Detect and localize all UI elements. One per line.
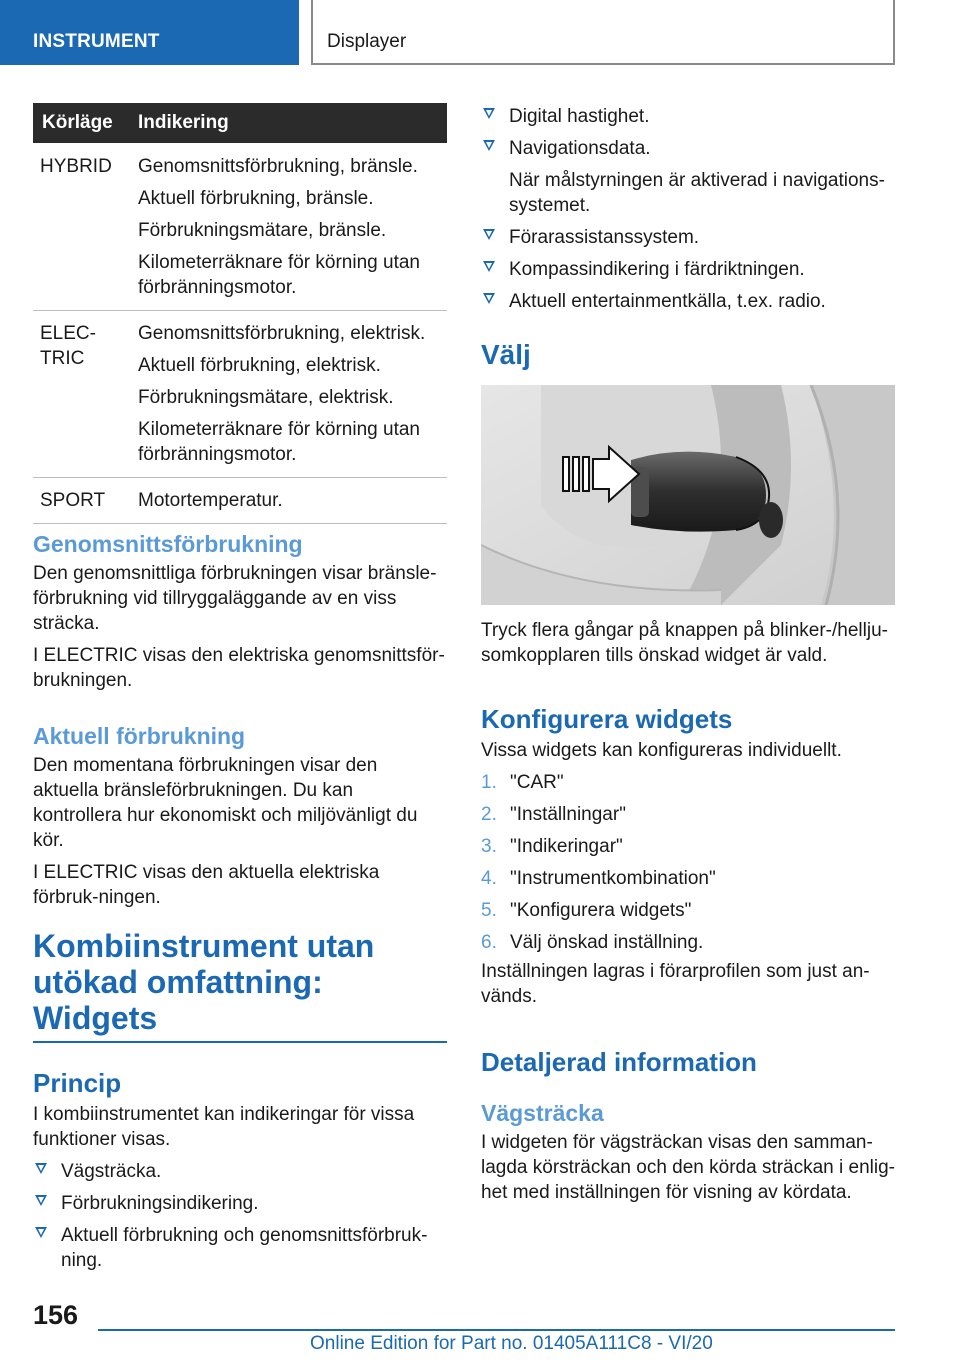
list-item [33, 1159, 447, 1184]
step-text: "Konfigurera widgets" [510, 900, 692, 921]
table-line: Kilometerräknare för körning utan förbränningsmotor. [138, 252, 420, 298]
triangle-bullet-icon [483, 140, 495, 151]
table-line: Motortemperatur. [138, 490, 283, 511]
table-line: Genomsnittsförbrukning, elektrisk. [138, 323, 426, 344]
step-number: 3. [481, 836, 497, 857]
mode-label: ELEC-TRIC [40, 323, 96, 369]
list-item [481, 898, 895, 923]
list-item-text: Aktuell entertainmentkälla, t.ex. radio. [509, 291, 826, 312]
mode-table [33, 103, 447, 524]
list-item [481, 834, 895, 859]
list-item-subtext: När målstyrningen är aktiverad i navigations-systemet. [509, 170, 885, 216]
list-item-text: Förarassistanssystem. [509, 227, 700, 248]
table-cell-mode: SPORT [40, 490, 106, 511]
table-cell-mode: HYBRID [40, 156, 112, 177]
footer-rule [98, 1329, 895, 1331]
paragraph: I kombiinstrumentet kan indikeringar för vissa funktioner visas. [33, 1104, 415, 1150]
paragraph: I ELECTRIC visas den elektriska genomsnittsför-brukningen. [33, 645, 445, 691]
heading-select: Välj [481, 339, 531, 370]
list-item [481, 104, 895, 129]
step-text: Välj önskad inställning. [510, 932, 704, 953]
steps-list [481, 770, 895, 955]
list-item [481, 866, 895, 891]
table-line: Aktuell förbrukning, bränsle. [138, 188, 374, 209]
table-line: Förbrukningsmätare, bränsle. [138, 220, 387, 241]
table-line: Kilometerräknare för körning utan förbränningsmotor. [138, 419, 420, 465]
heading-rule [33, 1041, 447, 1043]
principle-list [33, 1159, 447, 1273]
list-item-text: Vägsträcka. [61, 1161, 162, 1182]
chapter-tab [0, 0, 299, 65]
table-row [33, 311, 447, 478]
list-item [33, 1223, 447, 1273]
widget-bullets [481, 104, 895, 314]
table-cell-indication [130, 321, 447, 467]
table-cell-indication [130, 154, 447, 300]
table-line: Förbrukningsmätare, elektrisk. [138, 387, 394, 408]
chapter-title: INSTRUMENT [33, 31, 160, 52]
table-row [33, 143, 447, 311]
list-item [481, 257, 895, 282]
table-line: Genomsnittsförbrukning, bränsle. [138, 156, 418, 177]
stalk-button-illustration [481, 385, 895, 605]
table-line: Aktuell förbrukning, elektrisk. [138, 355, 381, 376]
list-item [481, 770, 895, 795]
heading-configure-widgets: Konfigurera widgets [481, 704, 733, 734]
step-number: 4. [481, 868, 497, 889]
turn-signal-stalk-image [481, 385, 895, 605]
triangle-bullet-icon [483, 261, 495, 272]
table-cell-indication [130, 488, 447, 513]
list-item [481, 289, 895, 314]
section-principle [33, 1068, 447, 1280]
section-title: Displayer [327, 31, 407, 52]
step-number: 1. [481, 772, 497, 793]
step-text: "Instrumentkombination" [510, 868, 716, 889]
section-configure-widgets [481, 704, 895, 1009]
triangle-bullet-icon [35, 1195, 47, 1206]
step-text: "Inställningar" [510, 804, 626, 825]
section-current-consumption [33, 722, 447, 910]
heading-principle: Princip [33, 1068, 122, 1098]
triangle-bullet-icon [483, 229, 495, 240]
paragraph: I widgeten för vägsträckan visas den samman-lagda körsträckan och den körda sträckan i enlig-het med inställningen för visning av kördata. [481, 1132, 896, 1203]
paragraph: Tryck flera gångar på knappen på blinker-/hellju-somkopplaren tills önskad widget är vald. [481, 620, 888, 666]
heading-average-consumption: Genomsnittsförbrukning [33, 531, 303, 557]
triangle-bullet-icon [35, 1163, 47, 1174]
table-header-indication: Indikering [138, 112, 229, 133]
paragraph: Inställningen lagras i förarprofilen som just an-vänds. [481, 961, 870, 1007]
step-number: 5. [481, 900, 497, 921]
section-tab [311, 0, 895, 65]
list-item-text: Förbrukningsindikering. [61, 1193, 259, 1214]
chapter-heading [33, 928, 447, 1036]
widget-list [481, 104, 895, 321]
triangle-bullet-icon [35, 1227, 47, 1238]
table-cell-mode [33, 321, 130, 467]
heading-widgets: Kombiinstrument utan utökad omfattning: Widgets [33, 928, 375, 1036]
list-item-text: Navigationsdata. [509, 138, 651, 159]
table-row [33, 478, 447, 524]
triangle-bullet-icon [483, 108, 495, 119]
list-item-text: Aktuell förbrukning och genomsnittsförbruk-ning. [61, 1225, 428, 1271]
page-number: 156 [33, 1300, 79, 1330]
step-text: "CAR" [510, 772, 564, 793]
list-item-text: Digital hastighet. [509, 106, 650, 127]
list-item [481, 225, 895, 250]
table-header-mode: Körläge [42, 112, 113, 133]
section-detailed-info [481, 1047, 895, 1205]
list-item [481, 136, 895, 218]
section-average-consumption [33, 530, 447, 693]
edition-text: Online Edition for Part no. 01405A111C8 - VI/20 [310, 1333, 713, 1354]
triangle-bullet-icon [483, 293, 495, 304]
step-number: 2. [481, 804, 497, 825]
step-text: "Indikeringar" [510, 836, 623, 857]
table-header [33, 103, 447, 143]
section-select [481, 339, 895, 371]
section-select-caption [481, 618, 895, 668]
paragraph: Den momentana förbrukningen visar den aktuella bränsleförbrukningen. Du kan kontrollera hur ekonomiskt och miljövänligt du kör. [33, 755, 418, 851]
step-number: 6. [481, 932, 497, 953]
list-item [33, 1191, 447, 1216]
heading-current-consumption: Aktuell förbrukning [33, 723, 246, 749]
paragraph: Den genomsnittliga förbrukningen visar bränsle-förbrukning vid tillryggaläggande av en viss sträcka. [33, 563, 437, 634]
paragraph: I ELECTRIC visas den aktuella elektriska förbruk-ningen. [33, 862, 380, 908]
heading-distance: Vägsträcka [481, 1100, 604, 1126]
list-item [481, 802, 895, 827]
paragraph: Vissa widgets kan konfigureras individuellt. [481, 740, 842, 761]
heading-detailed-info: Detaljerad information [481, 1047, 757, 1077]
list-item [481, 930, 895, 955]
list-item-text: Kompassindikering i färdriktningen. [509, 259, 805, 280]
